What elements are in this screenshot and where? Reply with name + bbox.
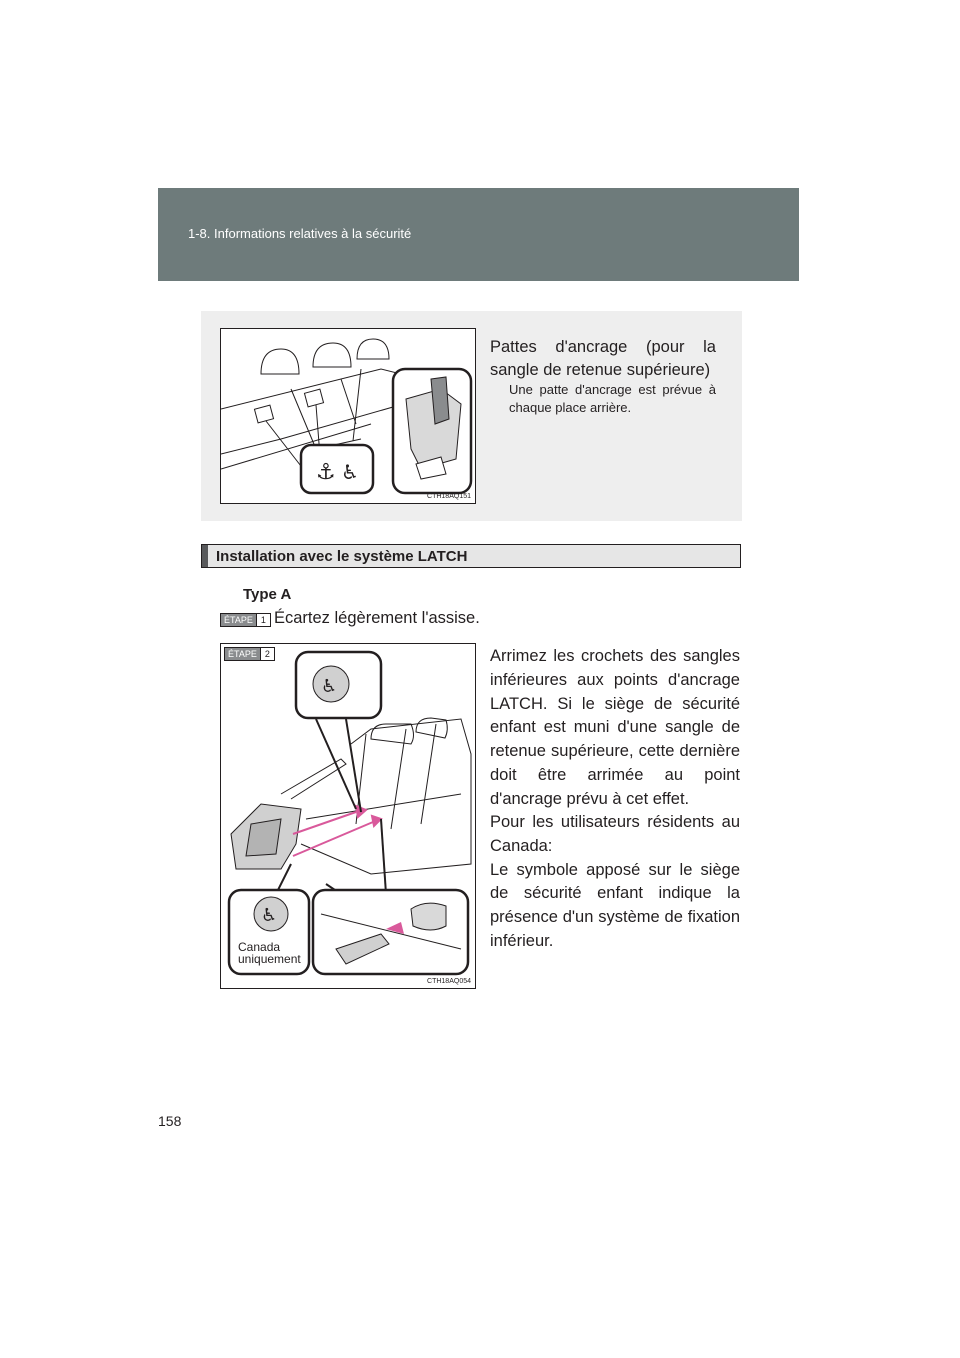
- child-seat: [231, 804, 301, 869]
- step-word: ÉTAPE: [225, 648, 260, 660]
- step-1-text: Écartez légèrement l'assise.: [274, 609, 480, 627]
- lower-anchor-zoom-bubble: [313, 890, 468, 974]
- figure-code: CTH18AQ054: [427, 978, 471, 985]
- canada-note: [490, 811, 740, 954]
- canada-note-line2: Le symbole apposé sur le siège de sécurité enfant indique la présence d'un système de fixation inférieur.: [490, 860, 740, 950]
- canada-only-label: [238, 941, 301, 965]
- type-label: Type A: [243, 586, 292, 603]
- anchor-title: Pattes d'ancrage (pour la sangle de retenue supérieure): [490, 338, 716, 379]
- canada-note-line1: Pour les utilisateurs résidents au Canada:: [490, 813, 740, 855]
- step-1-badge: [220, 613, 271, 627]
- anchor-note: Une patte d'ancrage est prévue à chaque place arrière.: [509, 382, 716, 415]
- section-title: Installation avec le système LATCH: [216, 548, 468, 565]
- section-heading-bar: [201, 544, 741, 568]
- latch-installation-illustration: [220, 643, 476, 989]
- bracket-zoom-inset: [393, 369, 471, 493]
- section-accent: [202, 545, 208, 567]
- latch-installation-drawing: [221, 644, 475, 988]
- anchor-symbol-bubble: [301, 445, 373, 493]
- tether-anchor-drawing: [221, 329, 475, 503]
- step-2-text: Arrimez les crochets des sangles inférieures aux points d'ancrage LATCH. Si le siège de sécurité enfant est muni d'une sangle de retenue supérieure, cette dernière doit être arrimée au point d'ancrage prévu à cet effet.: [490, 647, 740, 808]
- anchor-icon: ⚓: [316, 460, 336, 485]
- step-word: ÉTAPE: [221, 614, 256, 626]
- page-number: 158: [158, 1113, 182, 1129]
- step-2-badge: [224, 647, 275, 661]
- child-seat-icon: ♿: [321, 676, 338, 697]
- lower-anchor-icon: ♿: [261, 905, 278, 926]
- chapter-title: 1-8. Informations relatives à la sécurité: [188, 226, 412, 241]
- canada-label-line2: uniquement: [238, 952, 301, 966]
- tether-anchor-illustration: [220, 328, 476, 504]
- canada-label-line1: Canada: [238, 940, 281, 954]
- header-band: [158, 188, 799, 281]
- step-number: 2: [260, 648, 274, 660]
- child-seat-icon: ♿: [341, 460, 359, 484]
- step-number: 1: [256, 614, 270, 626]
- latch-symbol-bubble-top: [296, 652, 381, 718]
- figure-code: CTH18AQ151: [427, 493, 471, 500]
